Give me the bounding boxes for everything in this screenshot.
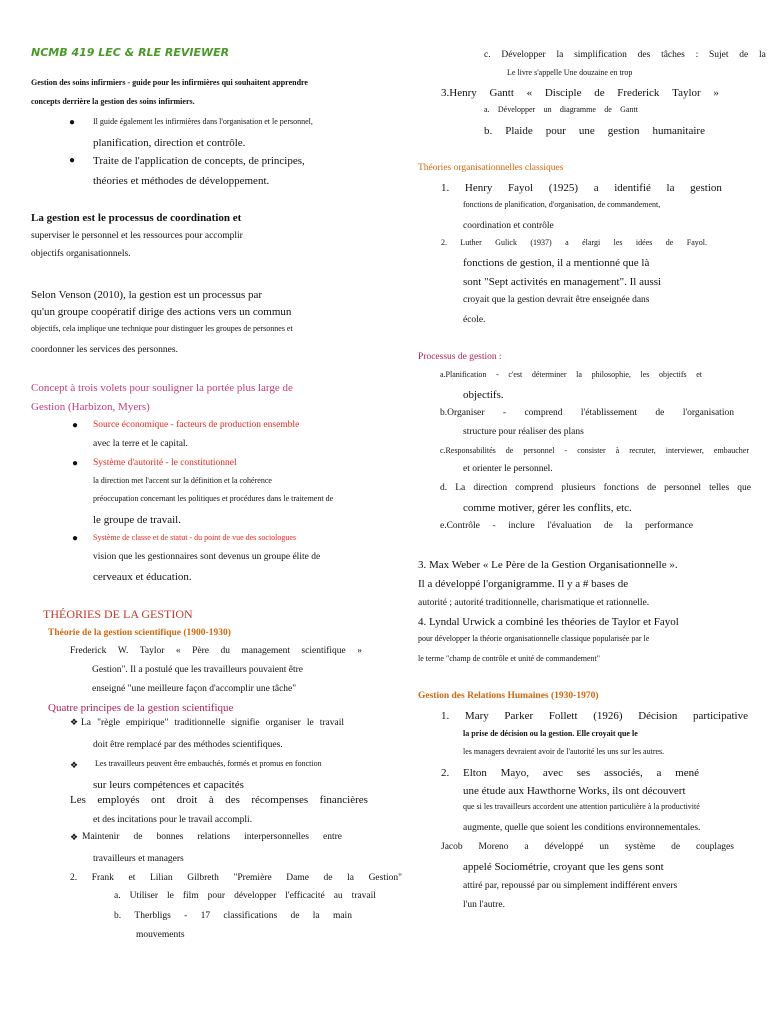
weber-line: Il a développé l'organigramme. Il y a # bases de <box>418 578 629 590</box>
bullet-text: Il guide également les infirmières dans l'organisation et le personnel, <box>93 117 313 126</box>
scientific-heading: Théorie de la gestion scientifique (1900-1930) <box>48 628 231 638</box>
diamond-bullet-icon: ❖ <box>70 832 79 842</box>
principle-line: Maintenir de bonnes relations interpersonnelles entre <box>82 832 342 842</box>
concept-heading: Concept à trois volets pour souligner la portée plus large de <box>31 382 293 394</box>
document-title: NCMB 419 LEC & RLE REVIEWER <box>31 46 230 59</box>
venson-line: qu'un groupe coopératif dirige des actions vers un commun <box>31 306 292 318</box>
mayo-line: augmente, quelle que soient les conditions environnementales. <box>463 823 701 833</box>
gulick-line: fonctions de gestion, il a mentionné que là <box>463 257 650 269</box>
fayol-line: fonctions de planification, d'organisation, de commandement, <box>463 200 661 209</box>
gantt-line: 3.Henry Gantt « Disciple de Frederick Taylor » <box>441 87 719 99</box>
volet-line: la direction met l'accent sur la définition et la cohérence <box>93 476 272 485</box>
diamond-bullet-icon: ❖ <box>70 717 79 727</box>
process-line: d. La direction comprend plusieurs fonctions de personnel telles que <box>440 483 751 493</box>
moreno-line: Jacob Moreno a développé un système de couplages <box>441 842 734 852</box>
bullet-icon: ● <box>72 420 79 431</box>
venson-line: objectifs, cela implique une technique pour distinguer les groupes de personnes et <box>31 324 293 333</box>
principle-line: sur leurs compétences et capacités <box>93 779 244 791</box>
fayol-line: coordination et contrôle <box>463 221 554 231</box>
gulick-line: sont "Sept activités en management". Il aussi <box>463 276 662 288</box>
moreno-line: l'un l'autre. <box>463 900 505 910</box>
venson-line: Selon Venson (2010), la gestion est un processus par <box>31 289 263 301</box>
volet-head: Système d'autorité - le constitutionnel <box>93 458 237 468</box>
process-line: structure pour réaliser des plans <box>463 427 584 437</box>
process-line: b.Organiser - comprend l'établissement de l'organisation <box>440 408 734 418</box>
weber-line: autorité ; autorité traditionnelle, charismatique et rationnelle. <box>418 598 650 608</box>
follett-line: la prise de décision ou la gestion. Elle croyait que le <box>463 729 638 738</box>
fayol-line: 1. Henry Fayol (1925) a identifié la gestion <box>441 182 722 194</box>
volet-line: le groupe de travail. <box>93 514 181 526</box>
bullet-text: planification, direction et contrôle. <box>93 137 246 149</box>
process-line: c.Responsabilités de personnel - consister à recruter, interviewer, embaucher <box>440 446 749 455</box>
mayo-line: que si les travailleurs accordent une attention particulière à la productivité <box>463 802 700 811</box>
process-line: e.Contrôle - inclure l'évaluation de la performance <box>440 521 693 531</box>
classical-heading: Théories organisationnelles classiques <box>418 163 564 173</box>
human-relations-heading: Gestion des Relations Humaines (1930-1970) <box>418 691 599 701</box>
process-line: objectifs. <box>463 389 504 401</box>
intro-line: concepts derrière la gestion des soins infirmiers. <box>31 97 195 106</box>
bullet-text: Traite de l'application de concepts, de principes, <box>93 155 305 167</box>
principle-line: Les travailleurs peuvent être embauchés, formés et promus en fonction <box>95 759 322 768</box>
definition-heading: La gestion est le processus de coordination et <box>31 212 242 224</box>
principle-line: La "règle empirique" traditionnelle signifie organiser le travail <box>81 718 344 728</box>
gilbreth-c-line: c. Développer la simplification des tâches : Sujet de la <box>484 50 766 60</box>
venson-line: coordonner les services des personnes. <box>31 345 178 355</box>
bullet-icon: ● <box>72 458 79 469</box>
gantt-sub: b. Plaide pour une gestion humanitaire <box>484 125 705 137</box>
gantt-sub: a. Développer un diagramme de Gantt <box>484 105 638 114</box>
process-line: comme motiver, gérer les conflits, etc. <box>463 502 632 514</box>
principles-heading: Quatre principes de la gestion scientifique <box>48 702 234 714</box>
definition-line: superviser le personnel et les ressources pour accomplir <box>31 231 243 241</box>
diamond-bullet-icon: ❖ <box>70 760 79 770</box>
gulick-line: école. <box>463 315 486 325</box>
bullet-text: théories et méthodes de développement. <box>93 175 270 187</box>
volet-head: Source économique - facteurs de production ensemble <box>93 420 300 430</box>
principle-line: et des incitations pour le travail accompli. <box>93 815 253 825</box>
volet-line: préoccupation concernant les politiques et procédures dans le traitement de <box>93 494 334 503</box>
gulick-line: 2. Luther Gulick (1937) a élargi les idées de Fayol. <box>441 238 707 247</box>
bullet-icon: ● <box>69 117 76 128</box>
theories-heading: THÉORIES DE LA GESTION <box>43 607 193 621</box>
principle-line: Les employés ont droit à des récompenses financières <box>70 794 368 806</box>
weber-line: 3. Max Weber « Le Père de la Gestion Organisationnelle ». <box>418 559 678 571</box>
moreno-line: appelé Sociométrie, croyant que les gens sont <box>463 861 664 873</box>
concept-heading: Gestion (Harbizon, Myers) <box>31 401 150 413</box>
volet-line: avec la terre et le capital. <box>93 439 188 449</box>
definition-line: objectifs organisationnels. <box>31 249 131 259</box>
gilbreth-sub: a. Utiliser le film pour développer l'efficacité au travail <box>114 891 376 901</box>
intro-line: Gestion des soins infirmiers - guide pour les infirmières qui souhaitent apprendre <box>31 78 308 87</box>
mayo-line: une étude aux Hawthorne Works, ils ont découvert <box>463 785 686 797</box>
follett-line: les managers devraient avoir de l'autorité les uns sur les autres. <box>463 747 665 756</box>
moreno-line: attiré par, repoussé par ou simplement indifférent envers <box>463 881 678 891</box>
gilbreth-c-line: Le livre s'appelle Une douzaine en trop <box>507 68 633 77</box>
process-line: a.Planification - c'est déterminer la philosophie, les objectifs et <box>440 370 702 379</box>
mayo-line: 2. Elton Mayo, avec ses associés, a mené <box>441 767 699 779</box>
gilbreth-line: 2. Frank et Lilian Gilbreth "Première Dame de la Gestion" <box>70 873 402 883</box>
bullet-icon: ● <box>72 533 79 544</box>
urwick-line: pour développer la théorie organisationnelle classique popularisée par le <box>418 634 650 643</box>
process-heading: Processus de gestion : <box>418 352 502 362</box>
bullet-icon: ● <box>69 155 76 166</box>
urwick-line: 4. Lyndal Urwick a combiné les théories de Taylor et Fayol <box>418 616 679 628</box>
taylor-line: Gestion". Il a postulé que les travailleurs pouvaient être <box>92 665 303 675</box>
urwick-line: le terme "champ de contrôle et unité de commandement" <box>418 654 601 663</box>
principle-line: doit être remplacé par des méthodes scientifiques. <box>93 740 283 750</box>
volet-line: cerveaux et éducation. <box>93 571 192 583</box>
volet-line: vision que les gestionnaires sont devenus un groupe élite de <box>93 552 321 562</box>
follett-line: 1. Mary Parker Follett (1926) Décision participative <box>441 710 748 722</box>
process-line: et orienter le personnel. <box>463 464 553 474</box>
principle-line: travailleurs et managers <box>93 854 184 864</box>
taylor-line: enseigné "une meilleure façon d'accomplir une tâche" <box>92 684 297 694</box>
taylor-line: Frederick W. Taylor « Père du management scientifique » <box>70 646 362 656</box>
gilbreth-sub: b. Therbligs - 17 classifications de la main <box>114 911 352 921</box>
gilbreth-sub: mouvements <box>136 930 185 940</box>
volet-head: Système de classe et de statut - du point de vue des sociologues <box>93 533 297 542</box>
gulick-line: croyait que la gestion devrait être enseignée dans <box>463 295 650 305</box>
